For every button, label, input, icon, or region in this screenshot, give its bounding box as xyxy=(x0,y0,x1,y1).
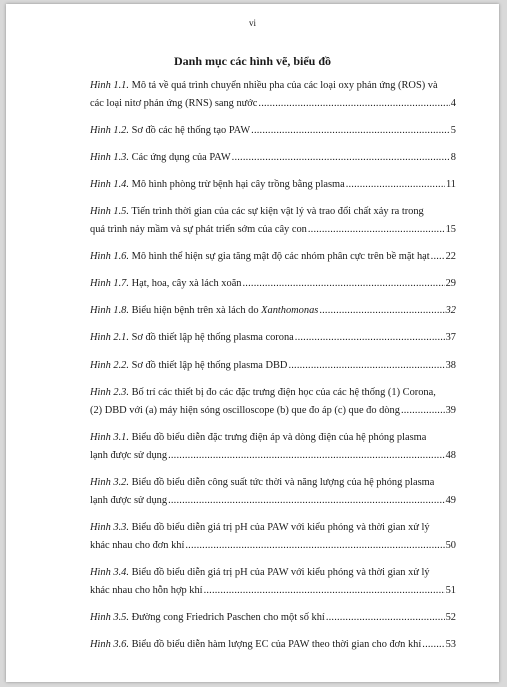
document-page xyxy=(6,4,499,682)
figure-label: Hình 2.1. xyxy=(90,332,129,343)
dot-leader xyxy=(288,357,444,375)
figure-entry-line xyxy=(90,275,456,293)
dot-leader xyxy=(168,492,445,510)
figure-entry[interactable] xyxy=(90,275,456,293)
figure-page-number: 50 xyxy=(445,540,456,552)
page-title: Danh mục các hình vẽ, biểu đồ xyxy=(173,54,332,68)
figure-entry[interactable] xyxy=(90,357,456,375)
figure-caption: Sơ đồ các hệ thống tạo PAW xyxy=(131,125,251,136)
figure-label: Hình 1.3. xyxy=(90,152,129,163)
figure-entry-line xyxy=(90,248,456,266)
figure-entry[interactable] xyxy=(90,474,456,510)
figure-caption: Sơ đồ thiết lập hệ thống plasma corona xyxy=(131,332,294,343)
figure-entry[interactable] xyxy=(90,636,456,654)
figure-entry-line xyxy=(90,429,456,447)
figure-page-number: 52 xyxy=(445,612,456,624)
figure-entry-line xyxy=(90,302,456,320)
figure-entry-line xyxy=(90,95,456,113)
figure-caption: quá trình nảy mầm và sự phát triển sớm của cây con xyxy=(90,224,307,235)
figure-page-number: 53 xyxy=(445,639,456,651)
dot-leader xyxy=(319,302,444,320)
figure-label: Hình 1.1. xyxy=(90,80,129,91)
figure-entry-line xyxy=(90,203,456,221)
figure-caption: Bố trí các thiết bị đo các đặc trưng điện học của các hệ thống (1) Corona, xyxy=(131,387,436,399)
figure-caption: Tiến trình thời gian của các sự kiện vật lý và trao đổi chất xảy ra trong xyxy=(131,206,424,217)
figure-entry-line xyxy=(90,582,456,600)
figure-entry-line xyxy=(90,149,456,167)
figure-entry-line xyxy=(90,564,456,582)
figure-caption: các loại nitơ phản ứng (RNS) sang nước xyxy=(90,98,258,109)
figure-entry-line xyxy=(90,357,456,375)
figure-page-number: 48 xyxy=(445,450,456,462)
figure-entry-line xyxy=(90,221,456,239)
figure-entry[interactable] xyxy=(90,77,456,113)
figure-entry-line xyxy=(90,474,456,492)
dot-leader xyxy=(326,609,445,627)
figure-entry-line xyxy=(90,176,456,194)
figure-page-number: 38 xyxy=(445,359,456,371)
figure-page-number: 5 xyxy=(450,125,456,136)
dot-leader xyxy=(232,149,450,167)
figure-caption: khác nhau cho hỗn hợp khí xyxy=(90,585,203,597)
figure-page-number: 4 xyxy=(450,98,456,109)
figure-caption: Biểu hiện bệnh trên xà lách do xyxy=(131,305,259,316)
figure-page-number: 37 xyxy=(445,332,456,343)
figure-caption: khác nhau cho đơn khí xyxy=(90,540,185,552)
figure-entry[interactable] xyxy=(90,329,456,347)
figure-entry[interactable] xyxy=(90,564,456,600)
dot-leader xyxy=(168,447,445,465)
figure-label: Hình 3.3. xyxy=(90,522,129,534)
figure-entry[interactable] xyxy=(90,429,456,465)
figure-caption: Đường cong Friedrich Paschen cho một số khí xyxy=(131,612,325,624)
figure-page-number: 22 xyxy=(445,251,456,262)
dot-leader xyxy=(346,176,445,194)
figure-page-number: 51 xyxy=(445,585,456,597)
dot-leader xyxy=(401,402,445,420)
figure-entry-line xyxy=(90,492,456,510)
figure-entry[interactable] xyxy=(90,519,456,555)
figure-list xyxy=(90,77,456,663)
figure-caption: Sơ đồ thiết lập hệ thống plasma DBD xyxy=(131,359,288,371)
figure-label: Hình 2.3. xyxy=(90,387,129,399)
figure-entry-line xyxy=(90,519,456,537)
figure-label: Hình 3.4. xyxy=(90,567,129,579)
dot-leader xyxy=(422,636,444,654)
figure-caption: Mô hình phòng trừ bệnh hại cây trồng bằng plasma xyxy=(131,179,345,190)
figure-caption: Các ứng dụng của PAW xyxy=(131,152,231,163)
figure-caption: Hạt, hoa, cây xà lách xoăn xyxy=(131,278,242,289)
figure-caption: lạnh được sử dụng xyxy=(90,495,168,507)
figure-entry-line xyxy=(90,402,456,420)
figure-label: Hình 1.8. xyxy=(90,305,129,316)
figure-label: Hình 3.6. xyxy=(90,639,129,651)
figure-entry-line xyxy=(90,329,456,347)
dot-leader xyxy=(295,329,445,347)
figure-label: Hình 2.2. xyxy=(90,359,129,371)
figure-label: Hình 1.5. xyxy=(90,206,129,217)
figure-entry-line xyxy=(90,447,456,465)
figure-entry-line xyxy=(90,77,456,95)
figure-label: Hình 3.1. xyxy=(90,432,129,444)
dot-leader xyxy=(243,275,445,293)
figure-caption: Biểu đồ biểu diễn đặc trưng điện áp và dòng điện của hệ phóng plasma xyxy=(131,432,427,444)
figure-caption: Biểu đồ biểu diễn giá trị pH của PAW với kiểu phóng và thời gian xử lý xyxy=(131,522,430,534)
figure-entry[interactable] xyxy=(90,203,456,239)
figure-caption: Biểu đồ biểu diễn công suất tức thời và năng lượng của hệ phóng plasma xyxy=(131,477,435,489)
figure-label: Hình 1.2. xyxy=(90,125,129,136)
figure-entry[interactable] xyxy=(90,122,456,140)
figure-entry-line xyxy=(90,609,456,627)
figure-entry-line xyxy=(90,384,456,402)
figure-page-number: 8 xyxy=(450,152,456,163)
figure-entry-line xyxy=(90,122,456,140)
figure-entry[interactable] xyxy=(90,176,456,194)
page-number: vi xyxy=(248,18,256,28)
figure-caption: Biểu đồ biểu diễn giá trị pH của PAW với kiểu phóng và thời gian xử lý xyxy=(131,567,430,579)
figure-label: Hình 1.7. xyxy=(90,278,129,289)
figure-label: Hình 1.6. xyxy=(90,251,129,262)
dot-leader xyxy=(431,248,445,266)
figure-page-number: 32 xyxy=(445,305,456,316)
figure-caption: (2) DBD với (a) máy hiện sóng oscilloscope (b) que đo áp (c) que đo dòng xyxy=(90,405,400,417)
dot-leader xyxy=(258,95,449,113)
dot-leader xyxy=(251,122,450,140)
figure-caption: Biểu đồ biểu diễn hàm lượng EC của PAW theo thời gian cho đơn khí xyxy=(131,639,422,651)
figure-page-number: 15 xyxy=(445,224,456,235)
figure-entry-line xyxy=(90,636,456,654)
figure-entry[interactable] xyxy=(90,248,456,266)
figure-caption: lạnh được sử dụng xyxy=(90,450,168,462)
figure-page-number: 11 xyxy=(445,179,456,190)
figure-page-number: 49 xyxy=(445,495,456,507)
dot-leader xyxy=(204,582,445,600)
figure-label: Hình 1.4. xyxy=(90,179,129,190)
figure-page-number: 39 xyxy=(445,405,456,417)
figure-label: Hình 3.2. xyxy=(90,477,129,489)
figure-entry[interactable] xyxy=(90,384,456,420)
dot-leader xyxy=(308,221,445,239)
figure-label: Hình 3.5. xyxy=(90,612,129,624)
figure-entry[interactable] xyxy=(90,149,456,167)
figure-entry[interactable] xyxy=(90,302,456,320)
figure-entry[interactable] xyxy=(90,609,456,627)
figure-page-number: 29 xyxy=(445,278,456,289)
figure-caption: Mô hình thể hiện sự gia tăng mật độ các nhóm phân cực trên bề mặt hạt xyxy=(131,251,430,262)
figure-caption-italic: Xanthomonas xyxy=(261,305,319,316)
dot-leader xyxy=(185,537,444,555)
figure-entry-line xyxy=(90,537,456,555)
figure-caption: Mô tả về quá trình chuyển nhiều pha của các loại oxy phản ứng (ROS) và xyxy=(131,80,438,91)
